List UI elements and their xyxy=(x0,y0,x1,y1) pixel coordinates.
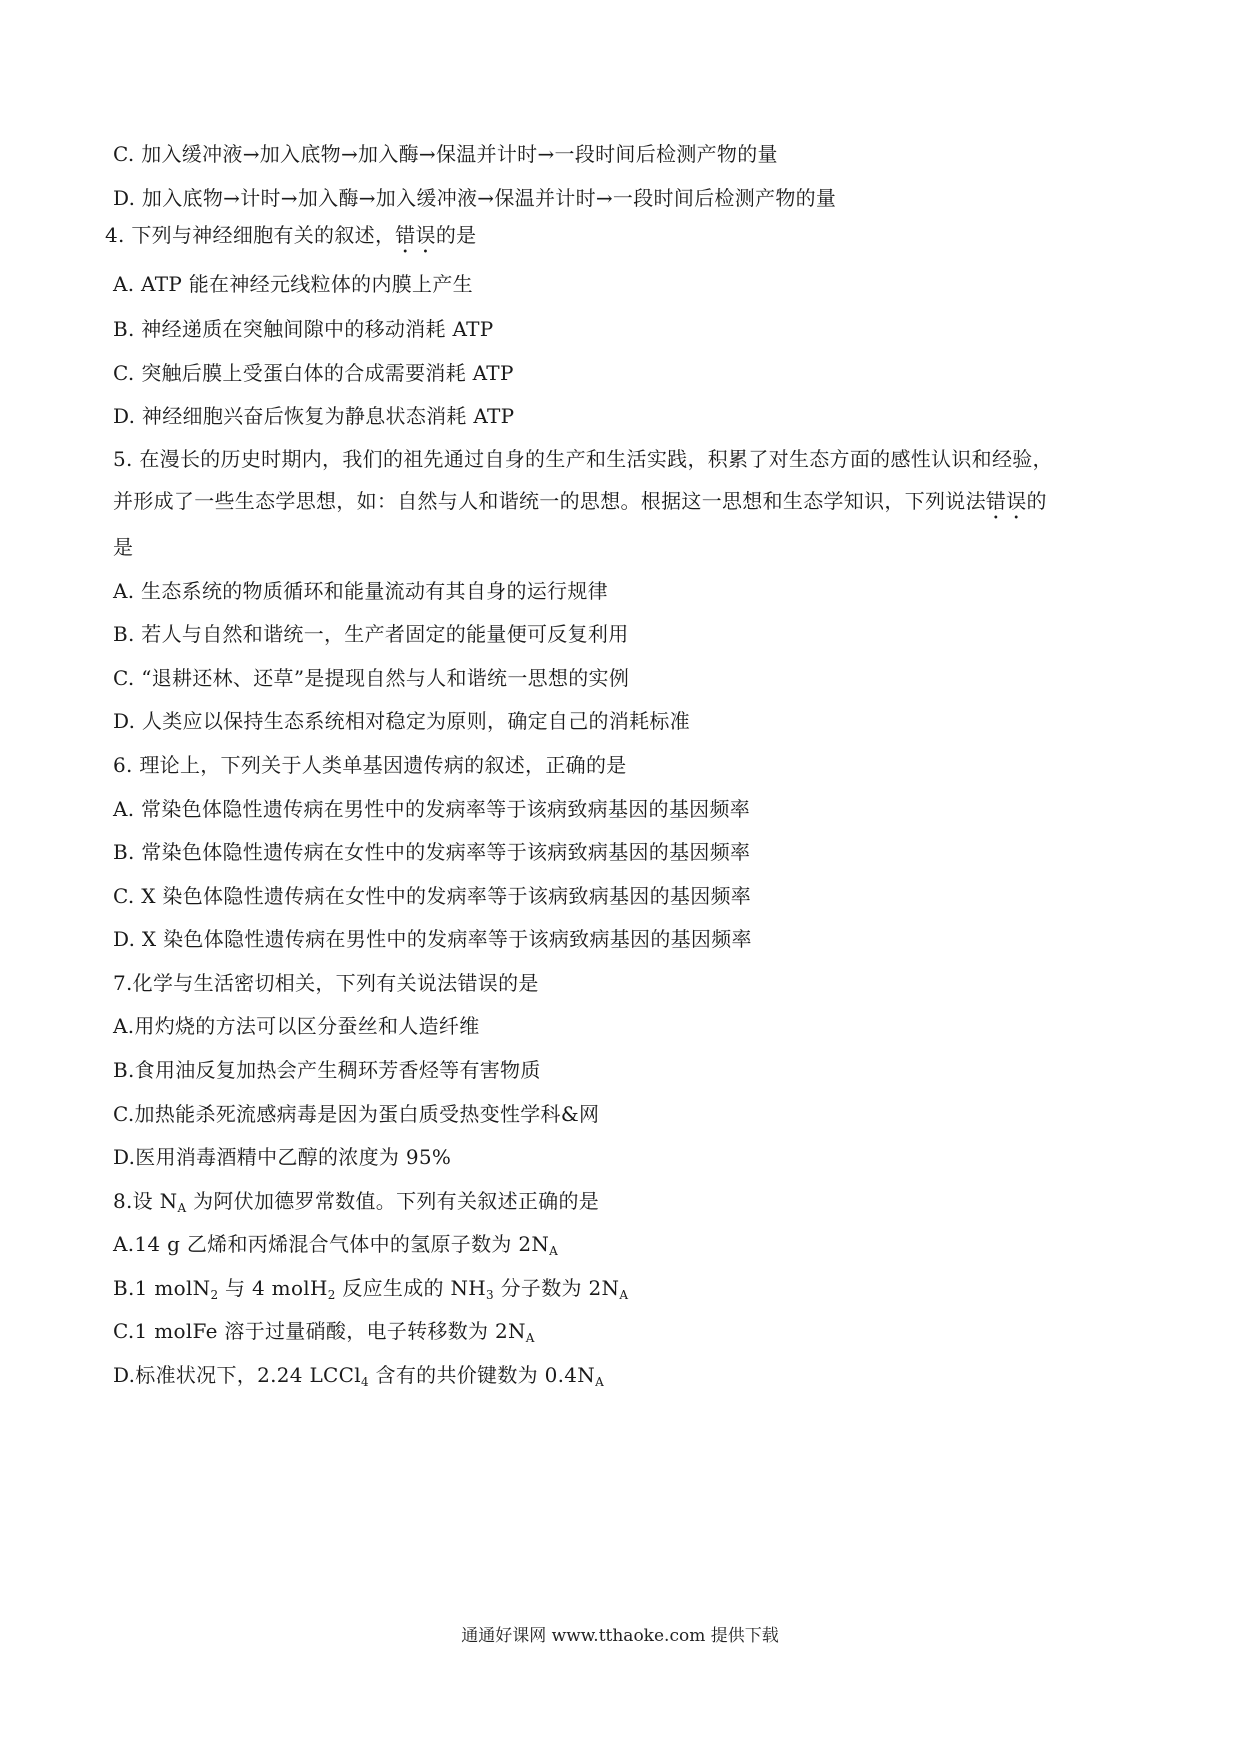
page-footer: 通通好课网 www.tthaoke.com 提供下载 xyxy=(461,1626,779,1646)
q5-option-c: C. “退耕还林、还草”是提现自然与人和谐统一思想的实例 xyxy=(113,666,630,690)
q5-emphasis: 错误 xyxy=(985,489,1027,513)
q4-option-a: A. ATP 能在神经元线粒体的内膜上产生 xyxy=(113,272,473,296)
q6-option-a: A. 常染色体隐性遗传病在男性中的发病率等于该病致病基因的基因频率 xyxy=(113,797,751,821)
q7-option-b: B.食用油反复加热会产生稠环芳香烃等有害物质 xyxy=(113,1058,541,1082)
q7-option-d: D.医用消毒酒精中乙醇的浓度为 95% xyxy=(113,1145,452,1169)
q3-option-c: C. 加入缓冲液→加入底物→加入酶→保温并计时→一段时间后检测产物的量 xyxy=(113,142,778,166)
q8-option-d: D.标准状况下，2.24 LCCl$_4$ 含有的共价键数为 $0.4N_A$ xyxy=(113,1363,605,1389)
q4-option-d: D. 神经细胞兴奋后恢复为静息状态消耗 ATP xyxy=(113,404,515,428)
q8-option-a: A.14 g 乙烯和丙烯混合气体中的氢原子数为 $2N_A$ xyxy=(113,1232,559,1258)
q7-option-c: C.加热能杀死流感病毒是因为蛋白质受热变性学科&网 xyxy=(113,1102,600,1126)
q6-option-c: C. X 染色体隐性遗传病在女性中的发病率等于该病致病基因的基因频率 xyxy=(113,884,752,908)
q6-stem: 6. 理论上，下列关于人类单基因遗传病的叙述，正确的是 xyxy=(113,753,627,777)
q5-stem-line1: 5. 在漫长的历史时期内，我们的祖先通过自身的生产和生活实践，积累了对生态方面的感性认识和经验， xyxy=(113,447,1053,471)
q4-stem: 4. 下列与神经细胞有关的叙述，错误的是 xyxy=(105,223,477,247)
q5-stem-line2: 并形成了一些生态学思想，如：自然与人和谐统一的思想。根据这一思想和生态学知识，下列说法错误的 xyxy=(113,489,1047,513)
q7-stem: 7.化学与生活密切相关，下列有关说法错误的是 xyxy=(113,971,539,995)
q8-stem: 8.设 $N_A$ 为阿伏加德罗常数值。下列有关叙述正确的是 xyxy=(113,1189,600,1215)
q4-option-b: B. 神经递质在突触间隙中的移动消耗 ATP xyxy=(113,317,494,341)
q4-option-c: C. 突触后膜上受蛋白体的合成需要消耗 ATP xyxy=(113,361,514,385)
q4-emphasis: 错误 xyxy=(395,223,436,247)
q6-option-b: B. 常染色体隐性遗传病在女性中的发病率等于该病致病基因的基因频率 xyxy=(113,840,751,864)
q8-option-c: C.1 molFe 溶于过量硝酸，电子转移数为 $2N_A$ xyxy=(113,1319,535,1345)
q5-stem-line3: 是 xyxy=(113,535,134,559)
q5-option-a: A. 生态系统的物质循环和能量流动有其自身的运行规律 xyxy=(113,579,608,603)
q6-option-d: D. X 染色体隐性遗传病在男性中的发病率等于该病致病基因的基因频率 xyxy=(113,927,752,951)
q3-option-d: D. 加入底物→计时→加入酶→加入缓冲液→保温并计时→一段时间后检测产物的量 xyxy=(113,186,837,210)
q7-option-a: A.用灼烧的方法可以区分蚕丝和人造纤维 xyxy=(113,1014,480,1038)
q8-option-b: B.1 molN$_2$ 与 4 molH$_2$ 反应生成的 $NH_3$ 分子数为 $2N_A$ xyxy=(113,1276,629,1302)
q5-option-b: B. 若人与自然和谐统一，生产者固定的能量便可反复利用 xyxy=(113,622,629,646)
q5-option-d: D. 人类应以保持生态系统相对稳定为原则，确定自己的消耗标准 xyxy=(113,709,691,733)
